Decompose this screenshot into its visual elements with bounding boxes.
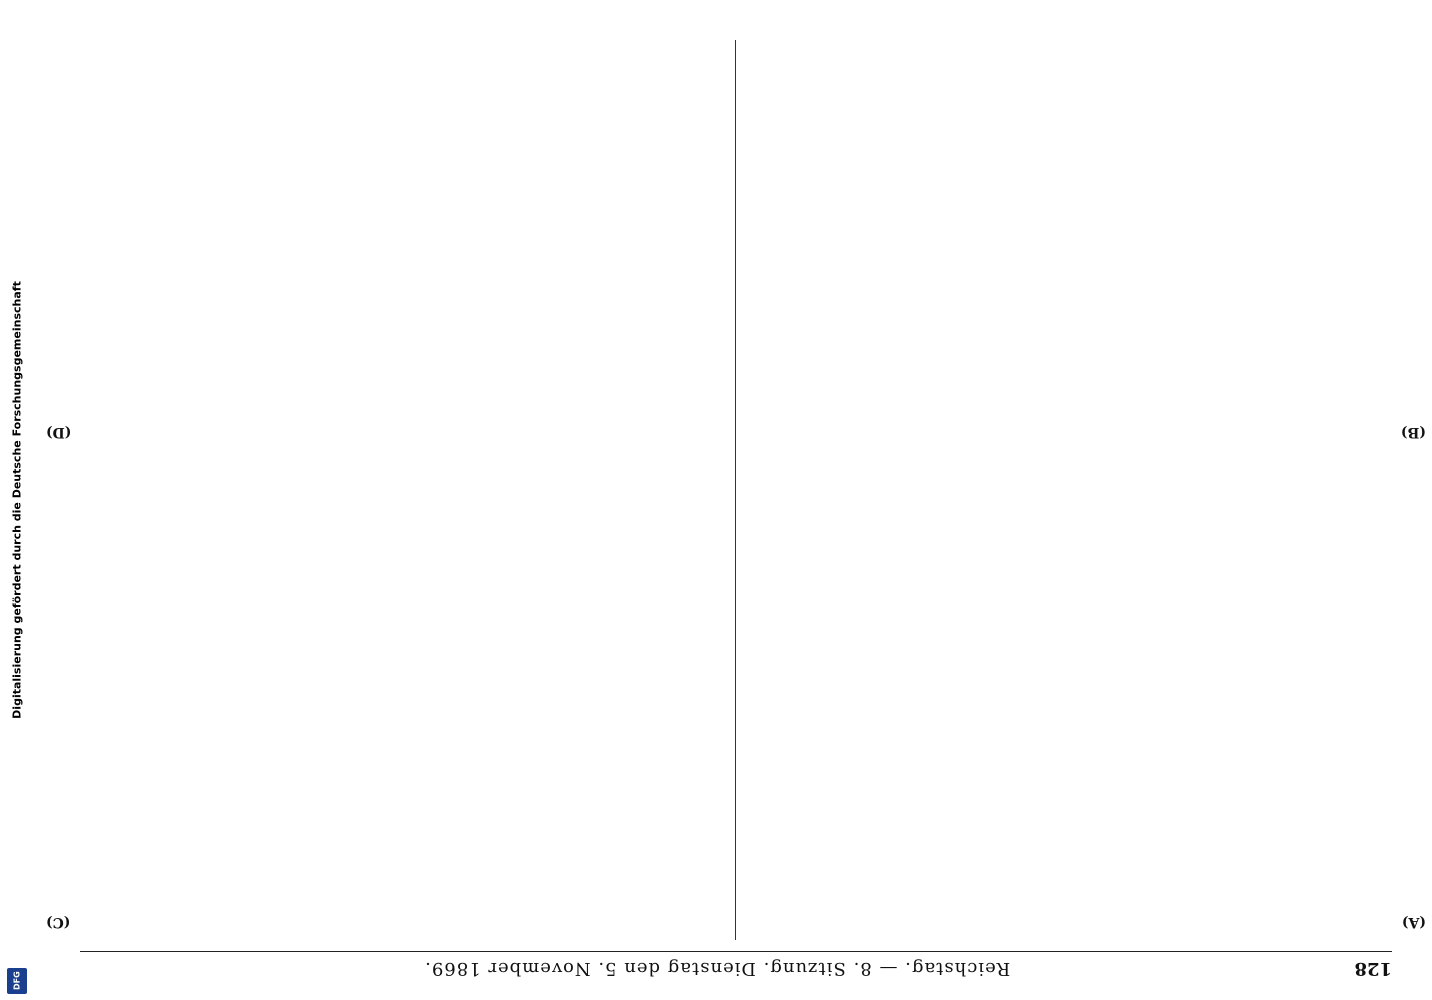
digitization-credit bbox=[2, 0, 32, 1000]
credit-text: Digitalisierung gefördert durch die Deutsche Forschungsgemeinschaft bbox=[10, 281, 24, 719]
page-header bbox=[80, 951, 1392, 986]
dfg-logo-icon: DFG bbox=[7, 968, 27, 994]
margin-marker-c: (C) bbox=[46, 914, 71, 930]
text-column-right bbox=[80, 40, 720, 940]
margin-marker-a: (A) bbox=[1401, 914, 1426, 930]
rotated-sheet bbox=[40, 0, 1432, 1000]
margin-marker-b: (B) bbox=[1400, 424, 1426, 440]
text-column-left bbox=[752, 40, 1392, 940]
column-divider bbox=[735, 40, 736, 940]
session-title: Reichstag. — 8. Sitzung. Dienstag den 5. November 1869. bbox=[424, 958, 1011, 980]
page-number: 128 bbox=[1354, 958, 1392, 980]
margin-marker-d: (D) bbox=[46, 424, 72, 440]
